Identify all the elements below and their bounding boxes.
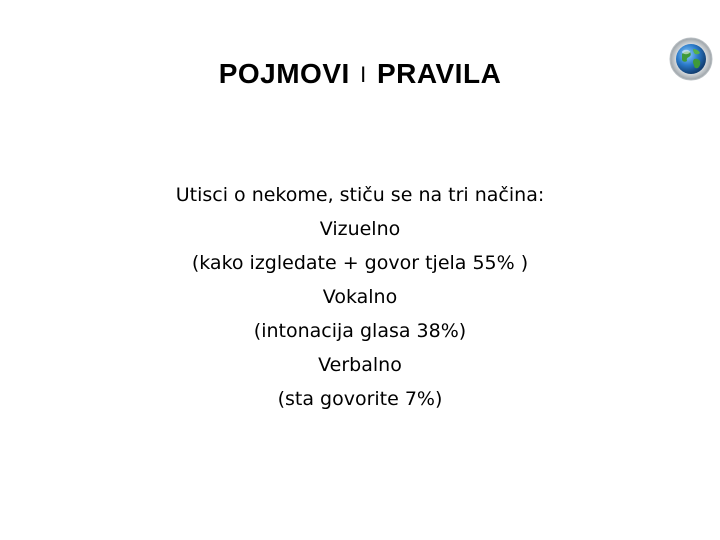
slide-title	[0, 58, 720, 90]
title-word-pravila: PRAVILA	[376, 58, 502, 89]
channel-verbal-label: Verbalno	[318, 354, 402, 376]
intro-line: Utisci o nekome, stiču se na tri načina:	[175, 184, 545, 206]
channel-verbal-detail: (sta govorite 7%)	[277, 388, 443, 410]
slide-body	[0, 178, 720, 416]
channel-vocal-detail: (intonacija glasa 38%)	[253, 320, 467, 342]
channel-visual-detail: (kako izgledate + govor tjela 55% )	[191, 252, 529, 274]
channel-visual-label: Vizuelno	[319, 218, 401, 240]
title-word-pojmovi: POJMOVI	[218, 58, 350, 89]
globe-graphic	[669, 37, 713, 81]
globe-icon	[669, 37, 713, 81]
channel-vocal-label: Vokalno	[322, 286, 398, 308]
title-separator: I	[360, 62, 367, 87]
